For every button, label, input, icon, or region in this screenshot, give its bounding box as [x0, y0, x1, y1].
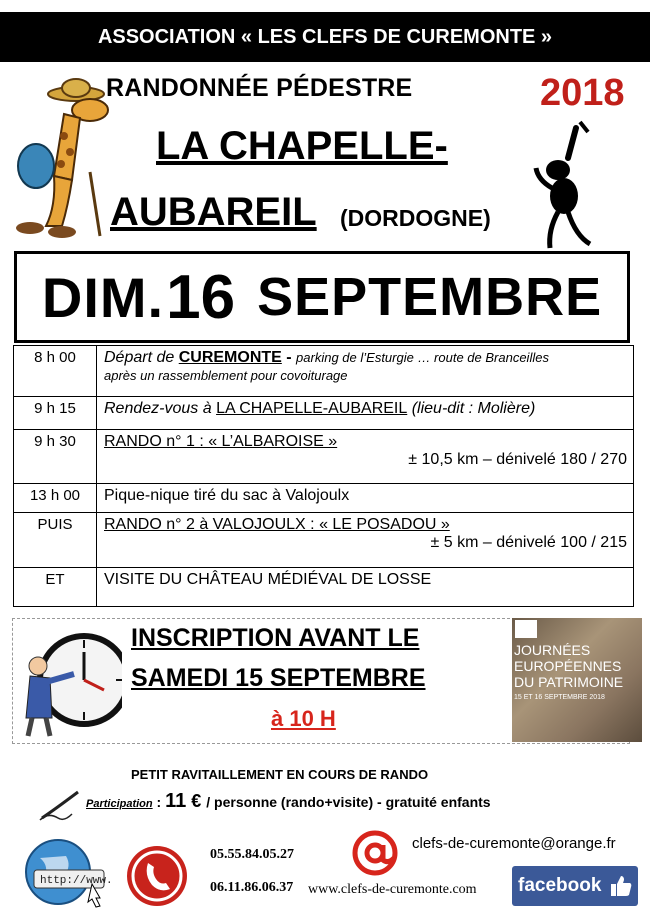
schedule-time: PUIS: [14, 513, 97, 568]
depart-location: parking de l’Esturgie … route de Branceilles: [296, 350, 549, 365]
inscription-line2: SAMEDI 15 SEPTEMBRE: [131, 664, 426, 692]
dash: -: [281, 349, 297, 366]
journees-patrimoine-poster: [512, 618, 642, 742]
schedule-description: [97, 513, 634, 568]
event-place-line1: LA CHAPELLE-: [156, 124, 448, 168]
table-row: [14, 484, 634, 513]
schedule-description: VISITE DU CHÂTEAU MÉDIÉVAL DE LOSSE: [97, 568, 634, 607]
jep-dates: 15 ET 16 SEPTEMBRE 2018: [514, 694, 605, 701]
depart-note: après un rassemblement pour covoiturage: [104, 368, 348, 383]
table-row: [14, 513, 634, 568]
jep-title: JOURNÉES EUROPÉENNES DU PATRIMOINE: [514, 642, 624, 690]
participation-price: 11: [165, 790, 187, 812]
url-label: http://www.: [40, 875, 113, 887]
rando1-distance: ± 10,5 km – dénivelé 180 / 270: [408, 451, 627, 468]
event-year: 2018: [540, 72, 625, 114]
schedule-time: 9 h 30: [14, 430, 97, 484]
government-logo-icon: [515, 620, 537, 638]
date-box: [14, 251, 630, 343]
facebook-button[interactable]: [512, 866, 638, 906]
ravitaillement-note: PETIT RAVITAILLEMENT EN COURS DE RANDO: [131, 767, 429, 782]
association-title: ASSOCIATION « LES CLEFS DE CUREMONTE »: [97, 25, 553, 48]
pen-icon: [38, 788, 84, 822]
facebook-label: facebook: [518, 875, 602, 896]
email-address[interactable]: clefs-de-curemonte@orange.fr: [412, 835, 616, 852]
rando2-distance: ± 5 km – dénivelé 100 / 215: [430, 534, 627, 551]
depart-label: Départ de: [104, 349, 179, 366]
rando2-title: RANDO n° 2 à VALOJOULX : « LE POSADOU »: [104, 516, 450, 533]
date-day: 16: [166, 262, 236, 332]
schedule-description: Pique-nique tiré du sac à Valojoulx: [97, 484, 634, 513]
participation-line: [86, 790, 491, 813]
schedule-description: [97, 397, 634, 430]
globe-icon: [10, 836, 114, 910]
schedule-time: 13 h 00: [14, 484, 97, 513]
participation-label: Participation: [86, 798, 153, 810]
clock-illustration: [16, 622, 122, 740]
table-row: [14, 568, 634, 607]
date-month: SEPTEMBRE: [257, 267, 603, 327]
schedule-table: [13, 345, 634, 607]
phone-number-1: 05.55.84.05.27: [210, 847, 294, 862]
thumbs-up-icon: [607, 874, 633, 898]
header-bar: [0, 12, 650, 62]
giraffe-hiker-illustration: [6, 76, 110, 246]
table-row: [14, 430, 634, 484]
event-subtitle: RANDONNÉE PÉDESTRE: [106, 74, 413, 102]
schedule-time: ET: [14, 568, 97, 607]
date-prefix: DIM.: [41, 265, 165, 329]
at-sign-icon: [352, 830, 398, 876]
schedule-time: 9 h 15: [14, 397, 97, 430]
rando1-title: RANDO n° 1 : « L’ALBAROISE »: [104, 433, 338, 450]
rdv-village: LA CHAPELLE-AUBAREIL: [216, 400, 408, 417]
depart-village: CUREMONTE: [178, 349, 282, 366]
schedule-description: [97, 430, 634, 484]
rdv-place: (lieu-dit : Molière): [407, 400, 536, 417]
euro-sign: €: [186, 791, 207, 811]
phone-number-2: 06.11.86.06.37: [210, 880, 294, 895]
schedule-description: [97, 346, 634, 397]
participation-details: / personne (rando+visite) - gratuité enfants: [206, 794, 491, 810]
event-region: (DORDOGNE): [340, 205, 491, 231]
phone-icon: [126, 845, 188, 907]
inscription-time: à 10 H: [271, 706, 336, 731]
schedule-time: 8 h 00: [14, 346, 97, 397]
inscription-line1: INSCRIPTION AVANT LE: [131, 624, 420, 652]
participation-colon: :: [152, 794, 166, 810]
stick-figure-illustration: [528, 118, 618, 253]
table-row: [14, 346, 634, 397]
rdv-label: Rendez-vous à: [104, 400, 217, 417]
website-url[interactable]: www.clefs-de-curemonte.com: [308, 882, 477, 897]
table-row: [14, 397, 634, 430]
event-place-line2: AUBAREIL: [110, 190, 317, 234]
